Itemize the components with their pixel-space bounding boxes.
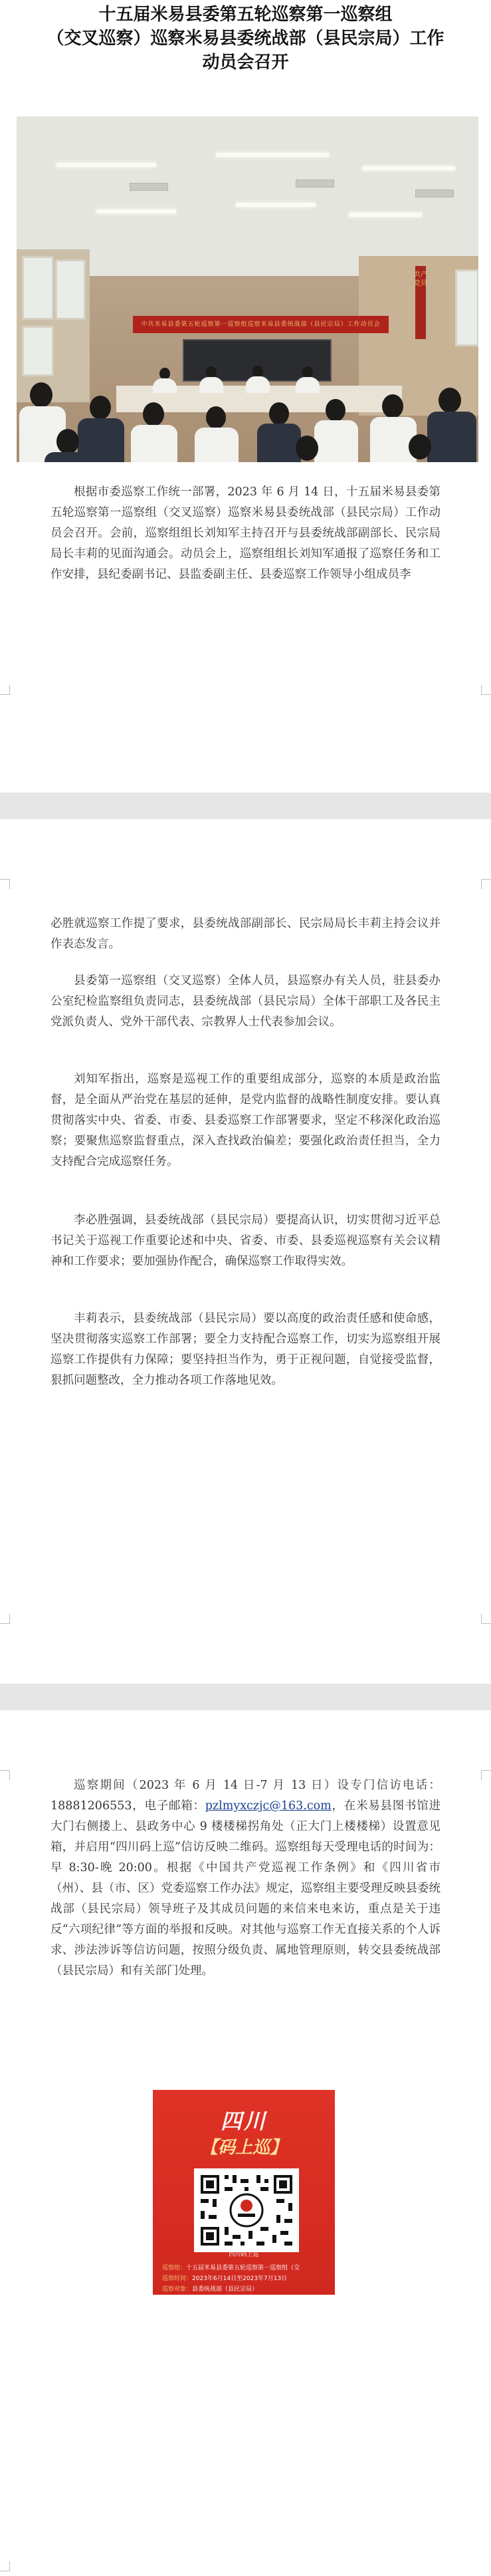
title-line-1: 十五届米易县委第五轮巡察第一巡察组 [98,5,393,25]
poster-row1-label: 巡察组： [162,2265,187,2271]
page-gap-2 [0,1684,491,1710]
poster-row-time [162,2273,287,2282]
title-line-2: （交叉巡察）巡察米易县委统战部（县民宗局）工作 [47,29,444,49]
paragraph-5: 丰莉表示，县委统战部（县民宗局）要以高度的政治责任感和使命感，坚决贯彻落实巡察工作部署；要全力支持配合巡察工作，切实为巡察组开展巡察工作提供有力保障；要坚持担当作为，勇于正视问题，自觉接受监督，狠抓问题整改，全力推动各项工作落地见效。 [50,1312,441,1387]
poster-row3-label: 巡察对象： [162,2286,193,2293]
qr-code[interactable] [194,2168,299,2252]
email-link[interactable]: pzlmyxczjc@163.com [205,1799,332,1813]
poster-row-group [162,2263,300,2271]
qr-code-graphic [197,2171,296,2250]
photo-banner [133,316,389,333]
poster-row1-value: 十五届米易县委第五轮巡察第一巡察组（交 [186,2265,300,2271]
photo-banner-text: 中共米易县委第五轮巡察第一巡察组巡察米易县委统战部（县民宗局）工作动员会 [141,321,381,328]
page-gap-1 [0,793,491,819]
title-line-3: 动员会召开 [202,53,289,72]
poster-row2-value: 2023年6月14日至2023年7月13日 [192,2275,288,2282]
poster-row-target [162,2284,258,2293]
poster-row2-label: 巡察时间： [162,2275,193,2282]
poster-row3-value: 县委统战部（县民宗局） [192,2286,258,2293]
code-poster [153,2090,335,2295]
article-title [27,3,464,74]
paragraph-6 [50,1775,441,1982]
page-1 [0,0,491,793]
paragraph-6-part-b: ，在米易县图书馆进大门右侧搂上、县政务中心 9 楼楼梯拐角处（正大门上楼楼梯）设置意见箱，并启用“四川码上巡”信访反映二维码。巡察组每天受理电话的时间为：早 8:30-晚 20:00。根据《中国共产党巡视工作条例》和《四川省市（州）、县（市、区）党委巡察工作办法》规定，巡察组主要受理反映县委统战部（县民宗局）领导班子及其成员问题的来信来电来访，重点是关于违反“六项纪律”等方面的举报和反映。对其他与巡察工作无直接关系的个人诉求、涉法涉诉等信访问题，按照分级负责、属地管理原则，转交县委统战部（县民宗局）和有关部门处理。 [50,1799,441,1978]
paragraph-4: 李必胜强调，县委统战部（县民宗局）要提高认识，切实贯彻习近平总书记关于巡视工作重要论述和中央、省委、市委、县委巡视巡察有关会议精神和工作要求；要加强协作配合，确保巡察工作取得实效。 [50,1214,441,1268]
qr-caption: 四川码上巡 [229,2252,259,2258]
poster-title-1: 四川 [220,2109,267,2134]
paragraph-2: 县委第一巡察组（交叉巡察）全体人员，县巡察办有关人员，驻县委办公室纪检监察组负责同志，县委统战部（县民宗局）全体干部职工及各民主党派负责人、党外干部代表、宗教界人士代表参加会议。 [50,974,441,1029]
paragraph-6-part-a: 巡察期间（2023 年 6 月 14 日-7 月 13 日）设专门信访电话：18881206553，电子邮箱： [50,1779,441,1813]
paragraph-3: 刘知军指出，巡察是巡视工作的重要组成部分，巡察的本质是政治监督，是全面从严治党在基层的延伸，是党内监督的战略性制度安排。要认真贯彻落实中央、省委、市委、县委巡察工作部署要求，坚定不移深化政治巡察；要聚焦巡察监督重点，深入查找政治偏差；要强化政治责任担当，全力支持配合完成巡察任务。 [50,1073,441,1168]
page-2 [0,819,491,1684]
meeting-photo [17,116,478,462]
paragraph-1-continued: 必胜就巡察工作提了要求，县委统战部副部长、民宗局局长丰莉主持会议并作表态发言。 [50,917,441,951]
poster-title-2: 【码上巡】 [200,2138,287,2158]
side-sign: 共产党员 [414,271,427,287]
paragraph-1: 根据市委巡察工作统一部署，2023 年 6 月 14 日，十五届米易县委第五轮巡察第一巡察组（交叉巡察）巡察米易县委统战部（县民宗局）工作动员会召开。会前，巡察组组长刘知军主持召开与县委统战部副部长、民宗局局长丰莉的见面沟通会。动员会上，巡察组组长刘知军通报了巡察任务和工作安排，县纪委副书记、县监委副主任、县委巡察工作领导小组成员李 [50,485,441,581]
